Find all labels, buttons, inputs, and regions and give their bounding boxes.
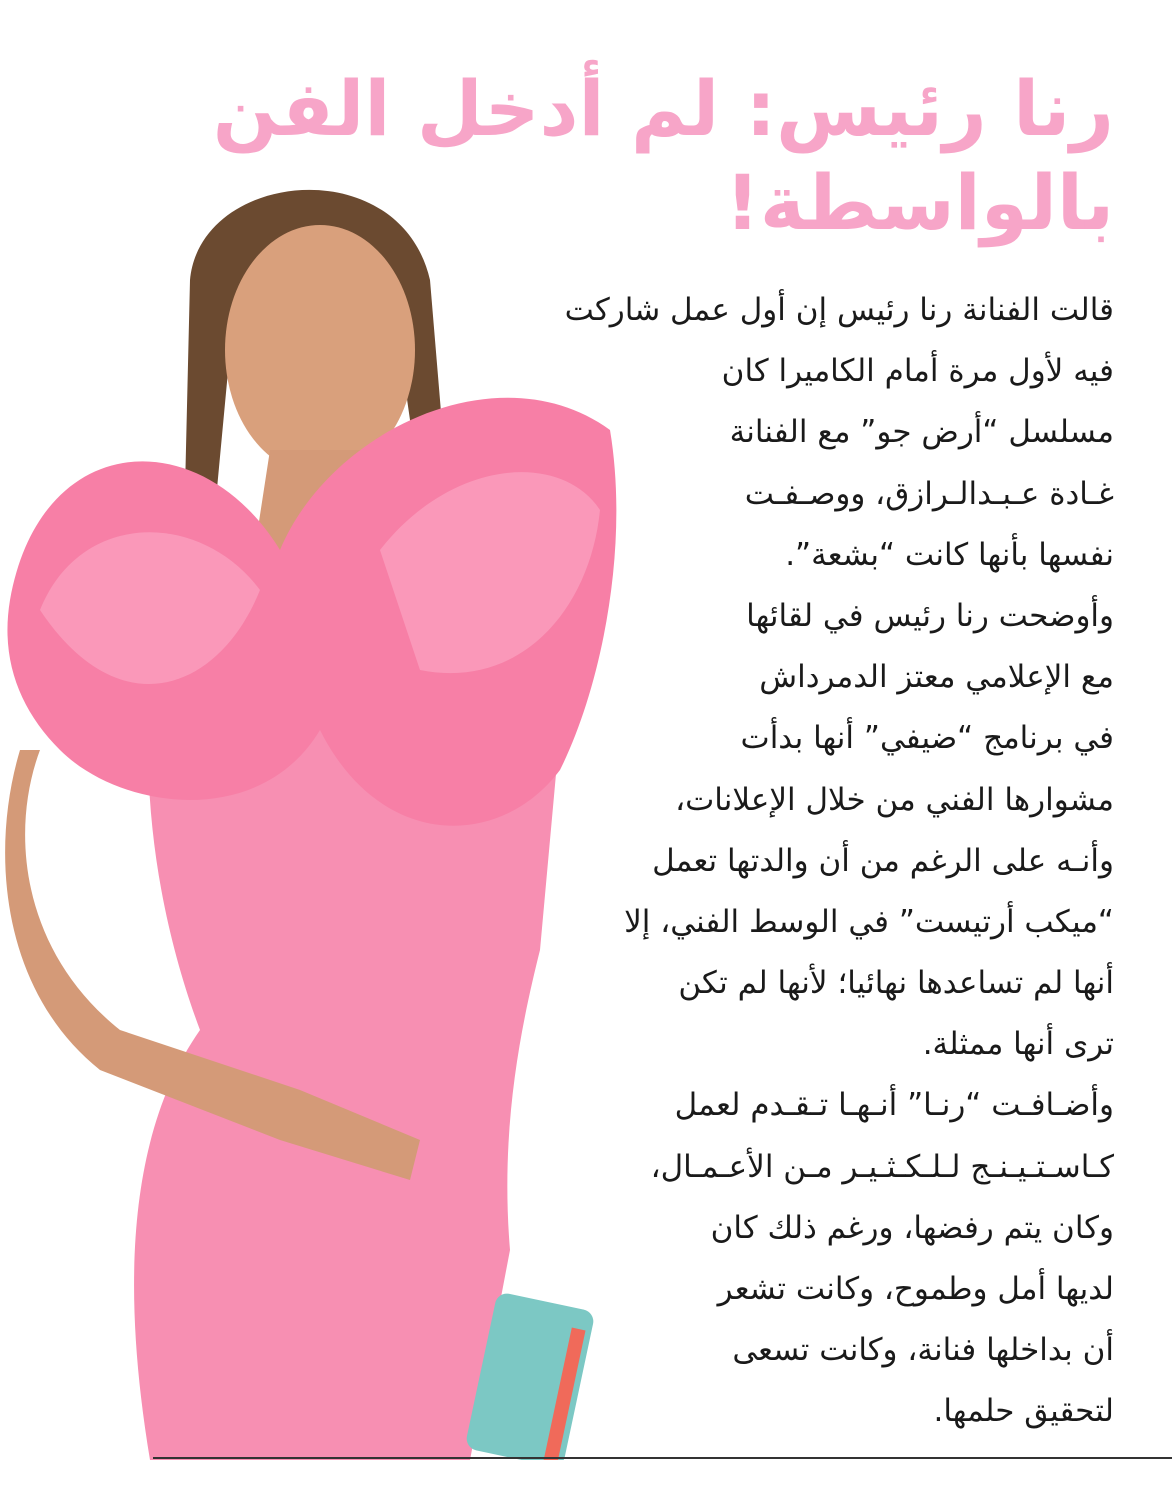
article-line: كـاسـتـيـنـج لـلـكـثـيـر مـن الأعـمـال،	[650, 1148, 1114, 1185]
headline-line-2: بالواسطة!	[725, 158, 1114, 247]
article-line: ترى أنها ممثلة.	[922, 1026, 1114, 1063]
article-line: قالت الفنانة رنا رئيس إن أول عمل شاركت	[564, 292, 1114, 328]
article-line: لتحقيق حلمها.	[933, 1393, 1114, 1430]
article-line: “ميكب أرتيست” في الوسط الفني، إلا	[624, 903, 1114, 940]
article-line: مع الإعلامي معتز الدمرداش	[759, 659, 1114, 696]
article-line: وأضـافـت “رنـا” أنـهـا تـقـدم لعمل	[674, 1087, 1114, 1124]
bottom-divider	[153, 1457, 1172, 1459]
article-line: أن بداخلها فنانة، وكانت تسعى	[732, 1332, 1114, 1369]
article-line: مسلسل “أرض جو” مع الفنانة	[729, 414, 1114, 451]
article-line: نفسها بأنها كانت “بشعة”.	[785, 536, 1114, 573]
article-line: في برنامج “ضيفي” أنها بدأت	[740, 720, 1114, 757]
article-line: غـادة عـبـدالـرازق، ووصـفـت	[744, 475, 1114, 512]
headline-line-1: رنا رئيس: لم أدخل الفن	[212, 64, 1114, 153]
article-line: وكان يتم رفضها، ورغم ذلك كان	[710, 1209, 1114, 1246]
article-line: لديها أمل وطموح، وكانت تشعر	[717, 1271, 1114, 1307]
article-line: فيه لأول مرة أمام الكاميرا كان	[721, 353, 1114, 390]
article-line: مشوارها الفني من خلال الإعلانات،	[675, 781, 1114, 818]
article-line: أنها لم تساعدها نهائيا؛ لأنها لم تكن	[678, 965, 1114, 1002]
article-body	[454, 280, 1114, 1430]
article-line: وأنـه على الرغم من أن والدتها تعمل	[652, 842, 1114, 879]
headline	[212, 62, 1114, 250]
article-line: وأوضحت رنا رئيس في لقائها	[746, 597, 1114, 634]
